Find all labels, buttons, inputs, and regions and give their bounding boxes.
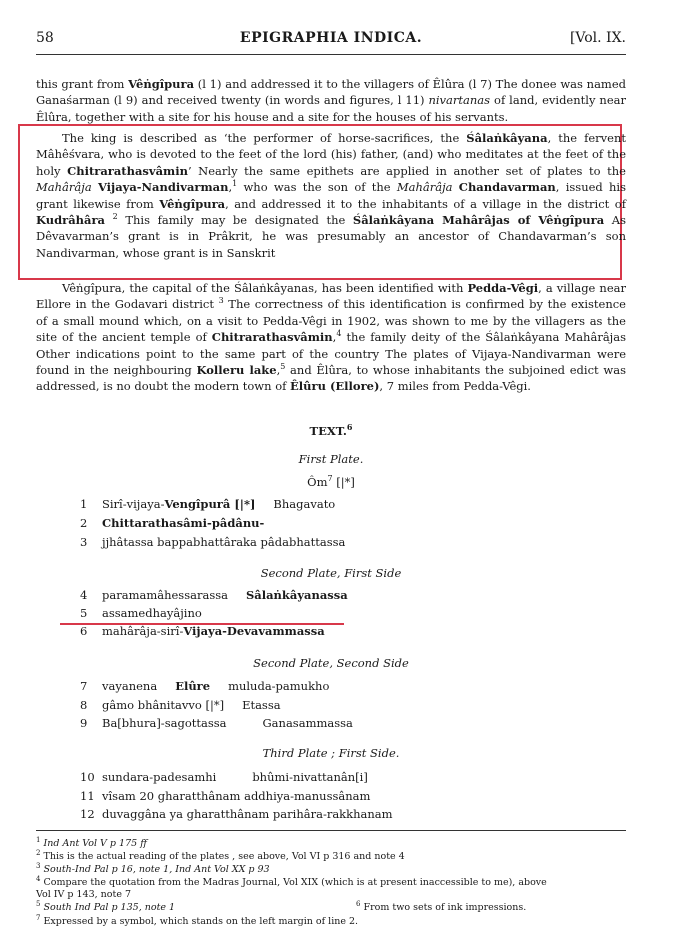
second-plate-second-side-heading: Second Plate, Second Side xyxy=(253,656,409,670)
paragraph-2: The king is described as ‘the performer of horse-sacrifices, the Śâlaṅkâyana, the fervent Mâhêśvara, who is devoted to the feet of the lord (his) father, (and) who meditates at the feet of the holy Chitrarathasvâmin’ Nearly the same epithets are applied in another set of plates to the Mahârâja Vijaya-Nandivarman,$^1$ who was the son of the Mahârâja Chandavarman, issued his grant likewise from Vêṅgîpura, and addressed it to the inhabitants of a village in the district of Kudrâhâra $^2$ This family may be designated the Śâlaṅkâyana Mahârâjas of Vêṅgîpura As Dêvavarman’s grant is in Prâkrit, he was presumably an ancestor of Chandavarman’s son Nandivarman, whose grant is in Sanskrit xyxy=(36,131,627,260)
footnote: $^6$ From two sets of ink impressions. xyxy=(356,899,527,913)
text-line: 10 sundara-padesamhi bhûmi-nivattanân[i] xyxy=(80,770,368,784)
footnote-ref: 2 xyxy=(112,212,118,222)
footnote: $^5$ South Ind Pal p 135, note 1 xyxy=(36,899,176,913)
text-heading: TEXT.$^6$ xyxy=(309,422,353,438)
running-title: EPIGRAPHIA INDICA. xyxy=(239,30,423,46)
footnote: $^4$ Compare the quotation from the Madras Journal, Vol XIX (which is at present inaccessible to me), above xyxy=(36,874,547,888)
footnote: Vol IV p 143, note 7 xyxy=(36,889,132,900)
footnote: $^2$ This is the actual reading of the plates , see above, Vol VI p 316 and note 4 xyxy=(36,848,405,862)
footnote-ref: 5 xyxy=(280,362,286,372)
om-line: $Ôm^7$ [|*] xyxy=(307,474,355,489)
header-rule xyxy=(36,54,626,55)
first-plate-heading: First Plate. xyxy=(298,452,364,466)
page-number: 58 xyxy=(36,30,54,46)
text-line: 5 assamedhayâjino xyxy=(80,606,202,620)
text-line: 2 Chittarathasâmi-pâdânu- xyxy=(80,516,265,530)
footnote-ref: 4 xyxy=(336,329,342,339)
paragraph-1: this grant from Vêṅgîpura (l 1) and addressed it to the villagers of Êlûra (l 7) The donee was named Ganaśarman (l 9) and received twenty (in words and figures, l 11) nivartanas of land, evidently near Êlûra, together with a site for his house and a site for the houses of his servants. xyxy=(36,77,626,124)
third-plate-heading: Third Plate ; First Side. xyxy=(262,746,400,760)
text-line: 4 paramamâhessarassa Sâlaṅkâyanassa xyxy=(80,588,348,602)
text-line: 1 Sirî-vijaya-Vengîpurâ [|*] Bhagavato xyxy=(80,497,336,511)
footnote-rule xyxy=(36,830,626,831)
page-header xyxy=(36,30,626,50)
footnote-ref: 3 xyxy=(218,296,224,306)
text-line: 7 vayanena Elûre muluda-pamukho xyxy=(80,679,330,693)
text-line: 11 vîsam 20 gharatthânam addhiya-manussânam xyxy=(80,789,371,803)
second-plate-first-side-heading: Second Plate, First Side xyxy=(260,566,402,580)
volume-label: [Vol. IX. xyxy=(569,30,626,46)
footnote: $^3$ South-Ind Pal p 16, note 1, Ind Ant Vol XX p 93 xyxy=(36,861,270,875)
text-line: 12 duvaggâna ya gharatthânam parihâra-rakkhanam xyxy=(80,807,393,821)
text-line: 3 jjhâtassa bappabhattâraka pâdabhattassa xyxy=(80,535,346,549)
text-line: 9 Ba[bhura]-sagottassa Ganasammassa xyxy=(80,716,353,730)
footnote-ref: 1 xyxy=(232,179,238,189)
paragraph-3: Vêṅgîpura, the capital of the Śâlaṅkâyanas, has been identified with Pedda-Vêgi, a village near Ellore in the Godavari district $^3$ The correctness of this identification is confirmed by the existence of a small mound which, on a visit to Pedda-Vêgi in 1902, was shown to me by the villagers as the site of the ancient temple of Chitrarathasvâmin,$^4$ the family deity of the Śâlaṅkâyana Mahârâjas Other indications point to the same part of the country The plates of Vijaya-Nandivarman were found in the neighbouring Kolleru lake,$^5$ and Êlûra, to whose inhabitants the subjoined edict was addressed, is no doubt the modern town of Êlûru (Ellore), 7 miles from Pedda-Vêgi. xyxy=(36,281,626,394)
footnote: $^1$ Ind Ant Vol V p 175 ff xyxy=(36,835,147,849)
footnote: $^7$ Expressed by a symbol, which stands on the left margin of line 2. xyxy=(36,913,359,927)
text-line: 8 gâmo bhânitavvo [|*] Etassa xyxy=(80,698,281,712)
text-line: 6 mahârâja-sirî-Vijaya-Devavammassa xyxy=(80,624,325,638)
